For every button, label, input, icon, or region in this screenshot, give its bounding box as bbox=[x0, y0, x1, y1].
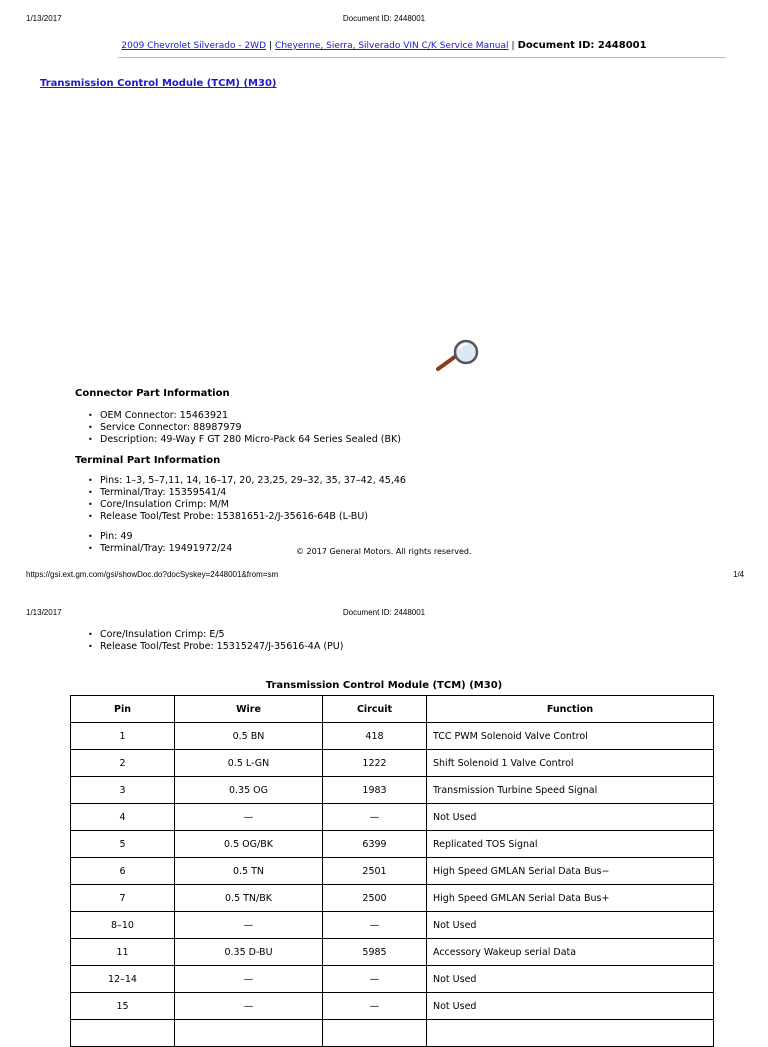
breadcrumb-separator: | bbox=[511, 41, 515, 51]
list-item: • OEM Connector: 15463921 bbox=[88, 410, 401, 422]
table-row bbox=[71, 831, 714, 858]
cell-wire: 0.35 D-BU bbox=[175, 939, 323, 966]
table-row bbox=[71, 750, 714, 777]
list-item: • Core/Insulation Crimp: M/M bbox=[88, 499, 406, 511]
cell-pin: 7 bbox=[71, 885, 175, 912]
breadcrumb bbox=[0, 40, 768, 51]
header-pin: Pin bbox=[71, 696, 175, 723]
footer-page-number: 1/4 bbox=[733, 570, 745, 579]
list-item: • Release Tool/Test Probe: 15381651-2/J-35616-64B (L-BU) bbox=[88, 511, 406, 523]
cell-circuit: 1983 bbox=[323, 777, 427, 804]
table-row bbox=[71, 993, 714, 1020]
vehicle-link[interactable]: 2009 Chevrolet Silverado - 2WD bbox=[121, 41, 266, 51]
list-item: • Core/Insulation Crimp: E/5 bbox=[88, 629, 343, 641]
cell-pin: 1 bbox=[71, 723, 175, 750]
cell-function: Not Used bbox=[427, 966, 714, 993]
cell-wire: 0.35 OG bbox=[175, 777, 323, 804]
connector-list bbox=[88, 410, 401, 446]
list-item: • Service Connector: 88987979 bbox=[88, 422, 401, 434]
table-row bbox=[71, 939, 714, 966]
list-item: • Release Tool/Test Probe: 15315247/J-35616-4A (PU) bbox=[88, 641, 343, 653]
list-item: • Pin: 49 bbox=[88, 531, 232, 543]
cell-circuit: 2500 bbox=[323, 885, 427, 912]
print-date: 1/13/2017 bbox=[26, 14, 62, 23]
cell-wire: 0.5 OG/BK bbox=[175, 831, 323, 858]
cell-pin: 15 bbox=[71, 993, 175, 1020]
cell-function: Shift Solenoid 1 Valve Control bbox=[427, 750, 714, 777]
cell-pin: 4 bbox=[71, 804, 175, 831]
cell-wire: 0.5 TN/BK bbox=[175, 885, 323, 912]
cell-circuit: — bbox=[323, 912, 427, 939]
table-row bbox=[71, 912, 714, 939]
cell-circuit: 1222 bbox=[323, 750, 427, 777]
cell-function: Transmission Turbine Speed Signal bbox=[427, 777, 714, 804]
document-id: Document ID: 2448001 bbox=[517, 40, 647, 51]
cell-circuit: 2501 bbox=[323, 858, 427, 885]
magnifier-icon[interactable] bbox=[434, 338, 482, 378]
cell-pin: 11 bbox=[71, 939, 175, 966]
cell-function: High Speed GMLAN Serial Data Bus+ bbox=[427, 885, 714, 912]
cell-pin: 8–10 bbox=[71, 912, 175, 939]
table-row bbox=[71, 723, 714, 750]
pinout-table bbox=[70, 695, 714, 1047]
cell-circuit: 6399 bbox=[323, 831, 427, 858]
terminal-list bbox=[88, 475, 406, 523]
table-row bbox=[71, 804, 714, 831]
cell-wire: — bbox=[175, 966, 323, 993]
cell-wire: 0.5 L-GN bbox=[175, 750, 323, 777]
print-date: 1/13/2017 bbox=[26, 608, 62, 617]
header-circuit: Circuit bbox=[323, 696, 427, 723]
list-item: • Description: 49-Way F GT 280 Micro-Pack 64 Series Sealed (BK) bbox=[88, 434, 401, 446]
cell-function: TCC PWM Solenoid Valve Control bbox=[427, 723, 714, 750]
terminal-heading: Terminal Part Information bbox=[75, 455, 221, 466]
list-item: • Terminal/Tray: 19491972/24 bbox=[88, 543, 232, 555]
cell-pin: 3 bbox=[71, 777, 175, 804]
cell-wire: 0.5 TN bbox=[175, 858, 323, 885]
terminal-list-pin49 bbox=[88, 531, 232, 555]
cell-circuit: 5985 bbox=[323, 939, 427, 966]
print-doc-id: Document ID: 2448001 bbox=[342, 608, 426, 617]
page-title-link[interactable]: Transmission Control Module (TCM) (M30) bbox=[40, 78, 277, 89]
table-row bbox=[71, 885, 714, 912]
cell-function: Not Used bbox=[427, 804, 714, 831]
table-header-row bbox=[71, 696, 714, 723]
cell-pin: 5 bbox=[71, 831, 175, 858]
print-doc-id: Document ID: 2448001 bbox=[342, 14, 426, 23]
list-item: • Pins: 1–3, 5–7,11, 14, 16–17, 20, 23,25, 29–32, 35, 37–42, 45,46 bbox=[88, 475, 406, 487]
list-item: • Terminal/Tray: 15359541/4 bbox=[88, 487, 406, 499]
cell-function: Not Used bbox=[427, 912, 714, 939]
cell-circuit: 418 bbox=[323, 723, 427, 750]
service-manual-link[interactable]: Cheyenne, Sierra, Silverado VIN C/K Service Manual bbox=[275, 41, 509, 51]
header-divider bbox=[118, 57, 726, 58]
table-row bbox=[71, 777, 714, 804]
cell-wire: — bbox=[175, 804, 323, 831]
terminal-list-cont bbox=[88, 629, 343, 653]
copyright: © 2017 General Motors. All rights reserved. bbox=[296, 547, 472, 556]
cell-function: Not Used bbox=[427, 993, 714, 1020]
cell-wire: — bbox=[175, 993, 323, 1020]
table-title: Transmission Control Module (TCM) (M30) bbox=[265, 680, 503, 691]
cell-pin: 6 bbox=[71, 858, 175, 885]
table-row bbox=[71, 966, 714, 993]
cell-circuit: — bbox=[323, 966, 427, 993]
cell-function: High Speed GMLAN Serial Data Bus− bbox=[427, 858, 714, 885]
connector-heading: Connector Part Information bbox=[75, 388, 230, 399]
cell-pin: 2 bbox=[71, 750, 175, 777]
cell-circuit: — bbox=[323, 993, 427, 1020]
footer-url: https://gsi.ext.gm.com/gsi/showDoc.do?docSyskey=2448001&from=sm bbox=[26, 570, 279, 579]
breadcrumb-separator: | bbox=[269, 41, 273, 51]
cell-pin: 12–14 bbox=[71, 966, 175, 993]
cell-circuit: — bbox=[323, 804, 427, 831]
table-row bbox=[71, 858, 714, 885]
cell-wire: — bbox=[175, 912, 323, 939]
cell-function: Accessory Wakeup serial Data bbox=[427, 939, 714, 966]
cell-function: Replicated TOS Signal bbox=[427, 831, 714, 858]
cell-wire: 0.5 BN bbox=[175, 723, 323, 750]
header-function: Function bbox=[427, 696, 714, 723]
header-wire: Wire bbox=[175, 696, 323, 723]
